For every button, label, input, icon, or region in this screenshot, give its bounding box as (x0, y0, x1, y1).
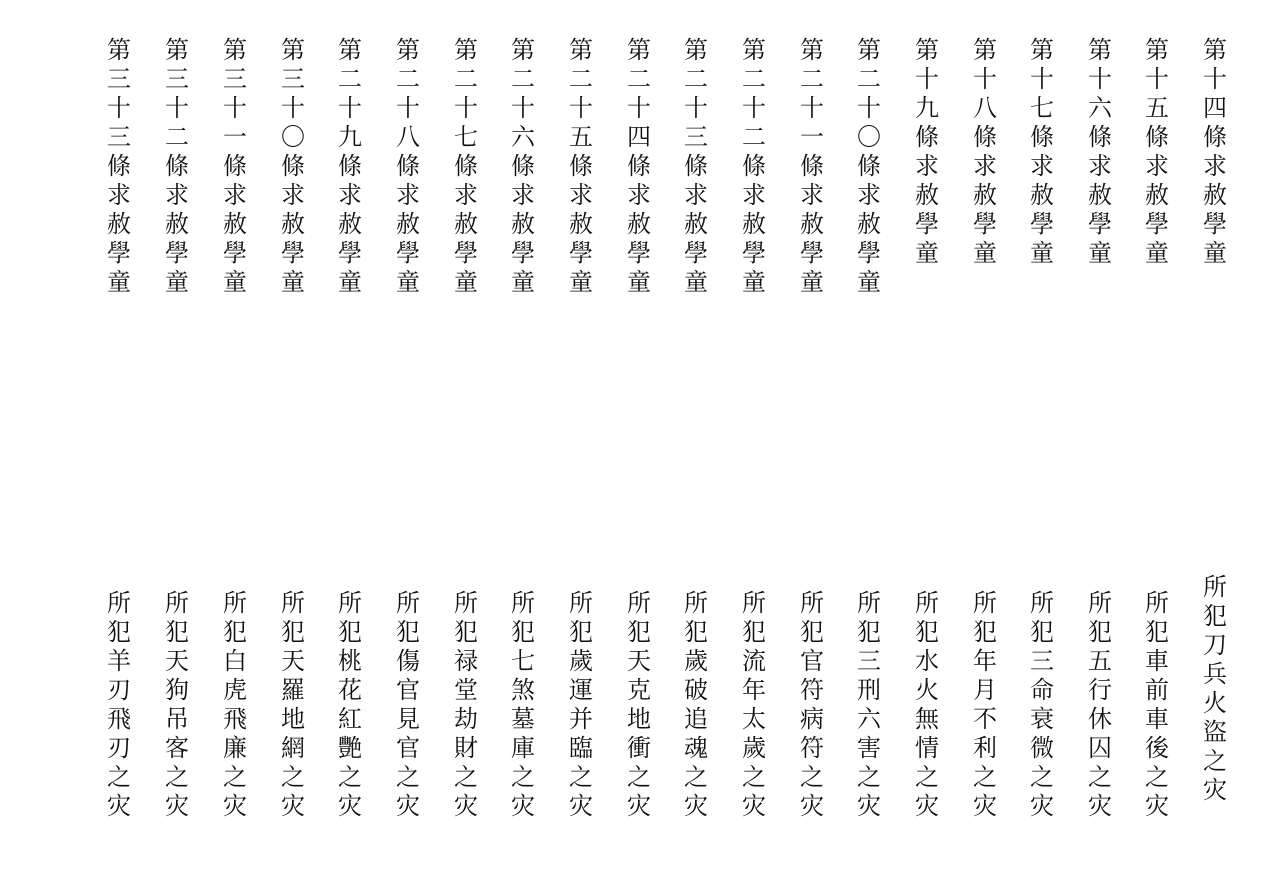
clause-note: 所犯傷官見官之灾 (396, 589, 420, 820)
column-32 (157, 36, 197, 820)
clause-note: 所犯桃花紅艷之灾 (338, 589, 362, 820)
clause-note: 所犯天克地衝之灾 (627, 589, 651, 820)
clause-title: 第十九條求赦學童 (915, 36, 939, 267)
column-15 (1137, 36, 1177, 820)
clause-title: 第二十六條求赦學童 (511, 36, 535, 296)
clause-title: 第二十四條求赦學童 (627, 36, 651, 296)
column-14 (1195, 36, 1235, 804)
clause-title: 第二十五條求赦學童 (569, 36, 593, 296)
clause-title: 第二十七條求赦學童 (454, 36, 478, 296)
clause-note: 所犯歲運并臨之灾 (569, 589, 593, 820)
column-18 (965, 36, 1005, 820)
clause-title: 第二十八條求赦學童 (396, 36, 420, 296)
clause-note: 所犯天羅地網之灾 (281, 589, 305, 820)
column-23 (676, 36, 716, 820)
clause-note: 所犯禄堂劫財之灾 (454, 589, 478, 820)
clause-note: 所犯三命衰微之灾 (1030, 589, 1054, 820)
clause-note: 所犯水火無情之灾 (915, 589, 939, 820)
clause-title: 第十五條求赦學童 (1145, 36, 1169, 267)
clause-title: 第二十一條求赦學童 (800, 36, 824, 296)
column-21 (792, 36, 832, 820)
column-31 (215, 36, 255, 820)
column-19 (907, 36, 947, 820)
column-17 (1022, 36, 1062, 820)
column-22 (734, 36, 774, 820)
clause-title: 第三十三條求赦學童 (107, 36, 131, 296)
column-26 (503, 36, 543, 820)
clause-title: 第十四條求赦學童 (1203, 36, 1227, 267)
clause-title: 第二十〇條求赦學童 (857, 36, 881, 296)
clause-title: 第十八條求赦學童 (973, 36, 997, 267)
column-20 (849, 36, 889, 820)
clause-title: 第二十二條求赦學童 (742, 36, 766, 296)
column-30 (273, 36, 313, 820)
clause-note: 所犯白虎飛廉之灾 (223, 589, 247, 820)
clause-title: 第十七條求赦學童 (1030, 36, 1054, 267)
clause-title: 第三十二條求赦學童 (165, 36, 189, 296)
clause-note: 所犯羊刃飛刃之灾 (107, 589, 131, 820)
clause-note: 所犯流年太歲之灾 (742, 589, 766, 820)
clause-note: 所犯五行休囚之灾 (1088, 589, 1112, 820)
column-33 (99, 36, 139, 820)
clause-note: 所犯車前車後之灾 (1145, 589, 1169, 820)
clause-note: 所犯七煞墓庫之灾 (511, 589, 535, 820)
clause-title: 第二十三條求赦學童 (684, 36, 708, 296)
column-28 (388, 36, 428, 820)
column-24 (619, 36, 659, 820)
clause-note: 所犯天狗吊客之灾 (165, 589, 189, 820)
clause-note: 所犯刀兵火盜之灾 (1203, 573, 1227, 804)
column-16 (1080, 36, 1120, 820)
column-27 (446, 36, 486, 820)
clause-note: 所犯三刑六害之灾 (857, 589, 881, 820)
clause-title: 第二十九條求赦學童 (338, 36, 362, 296)
clause-title: 第三十〇條求赦學童 (281, 36, 305, 296)
clause-title: 第三十一條求赦學童 (223, 36, 247, 296)
column-29 (330, 36, 370, 820)
column-25 (561, 36, 601, 820)
clause-note: 所犯年月不利之灾 (973, 589, 997, 820)
clause-title: 第十六條求赦學童 (1088, 36, 1112, 267)
clause-note: 所犯歲破追魂之灾 (684, 589, 708, 820)
clause-note: 所犯官符病符之灾 (800, 589, 824, 820)
